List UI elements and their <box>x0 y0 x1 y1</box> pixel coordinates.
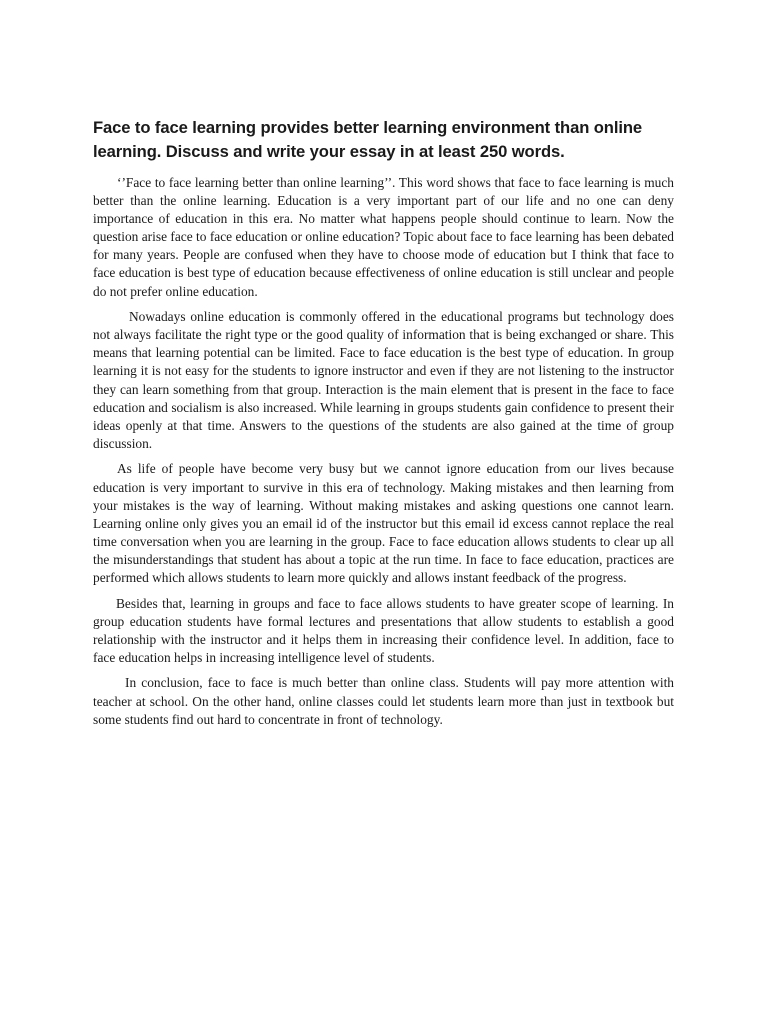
essay-paragraph-5: In conclusion, face to face is much better than online class. Students will pay more attention with teacher at school. On the other hand, online classes could let students learn more than just in textbook but some students find out hard to concentrate in front of technology. <box>93 675 674 727</box>
essay-title: Face to face learning provides better learning environment than online learning. Discuss and write your essay in at least 250 words. <box>93 118 643 161</box>
essay-paragraph-4: Besides that, learning in groups and face to face allows students to have greater scope of learning. In group education students have formal lectures and presentations that allow students to establish a good relationship with the instructor and it helps them in increasing their confidence level. In addition, face to face education helps in increasing intelligence level of students. <box>93 595 674 665</box>
essay-paragraph-2: Nowadays online education is commonly offered in the educational programs but technology does not always facilitate the right type or the good quality of information that is being exchanged or share. This means that learning potential can be limited. Face to face education is the best type of education. In group learning it is not easy for the students to ignore instructor and even if they are not listening to the instructor they can learn something from that group. Interaction is the main element that is present in the face to face education and socialism is also increased. While learning in groups students gain confidence to present their ideas openly at that time. Answers to the questions of the students are also gained at the time of group discussion. <box>93 309 674 451</box>
essay-page <box>93 116 674 736</box>
essay-paragraph-1: ‘’Face to face learning better than online learning’’. This word shows that face to face learning is much better than the online learning. Education is a very important part of our life and no one can deny importance of education in this era. No matter what happens people should continue to learn. Now the question arise face to face education or online education? Topic about face to face learning has been debated for many years. People are confused when they have to choose mode of education but I think that face to face education is best type of education because effectiveness of online education is still unclear and people do not prefer online education. <box>93 175 674 299</box>
essay-paragraph-3: As life of people have become very busy but we cannot ignore education from our lives because education is very important to survive in this era of technology. Making mistakes and then learning from your mistakes is the way of learning. Without making mistakes and asking questions one cannot learn. Learning online only gives you an email id of the instructor but this email id excess cannot replace the real time conversation when you are learning in the group. Face to face education allows students to clear up all the misunderstandings that student has about a topic at the run time. In face to face education, practices are performed which allows students to learn more quickly and allows instant feedback of the progress. <box>93 461 674 585</box>
